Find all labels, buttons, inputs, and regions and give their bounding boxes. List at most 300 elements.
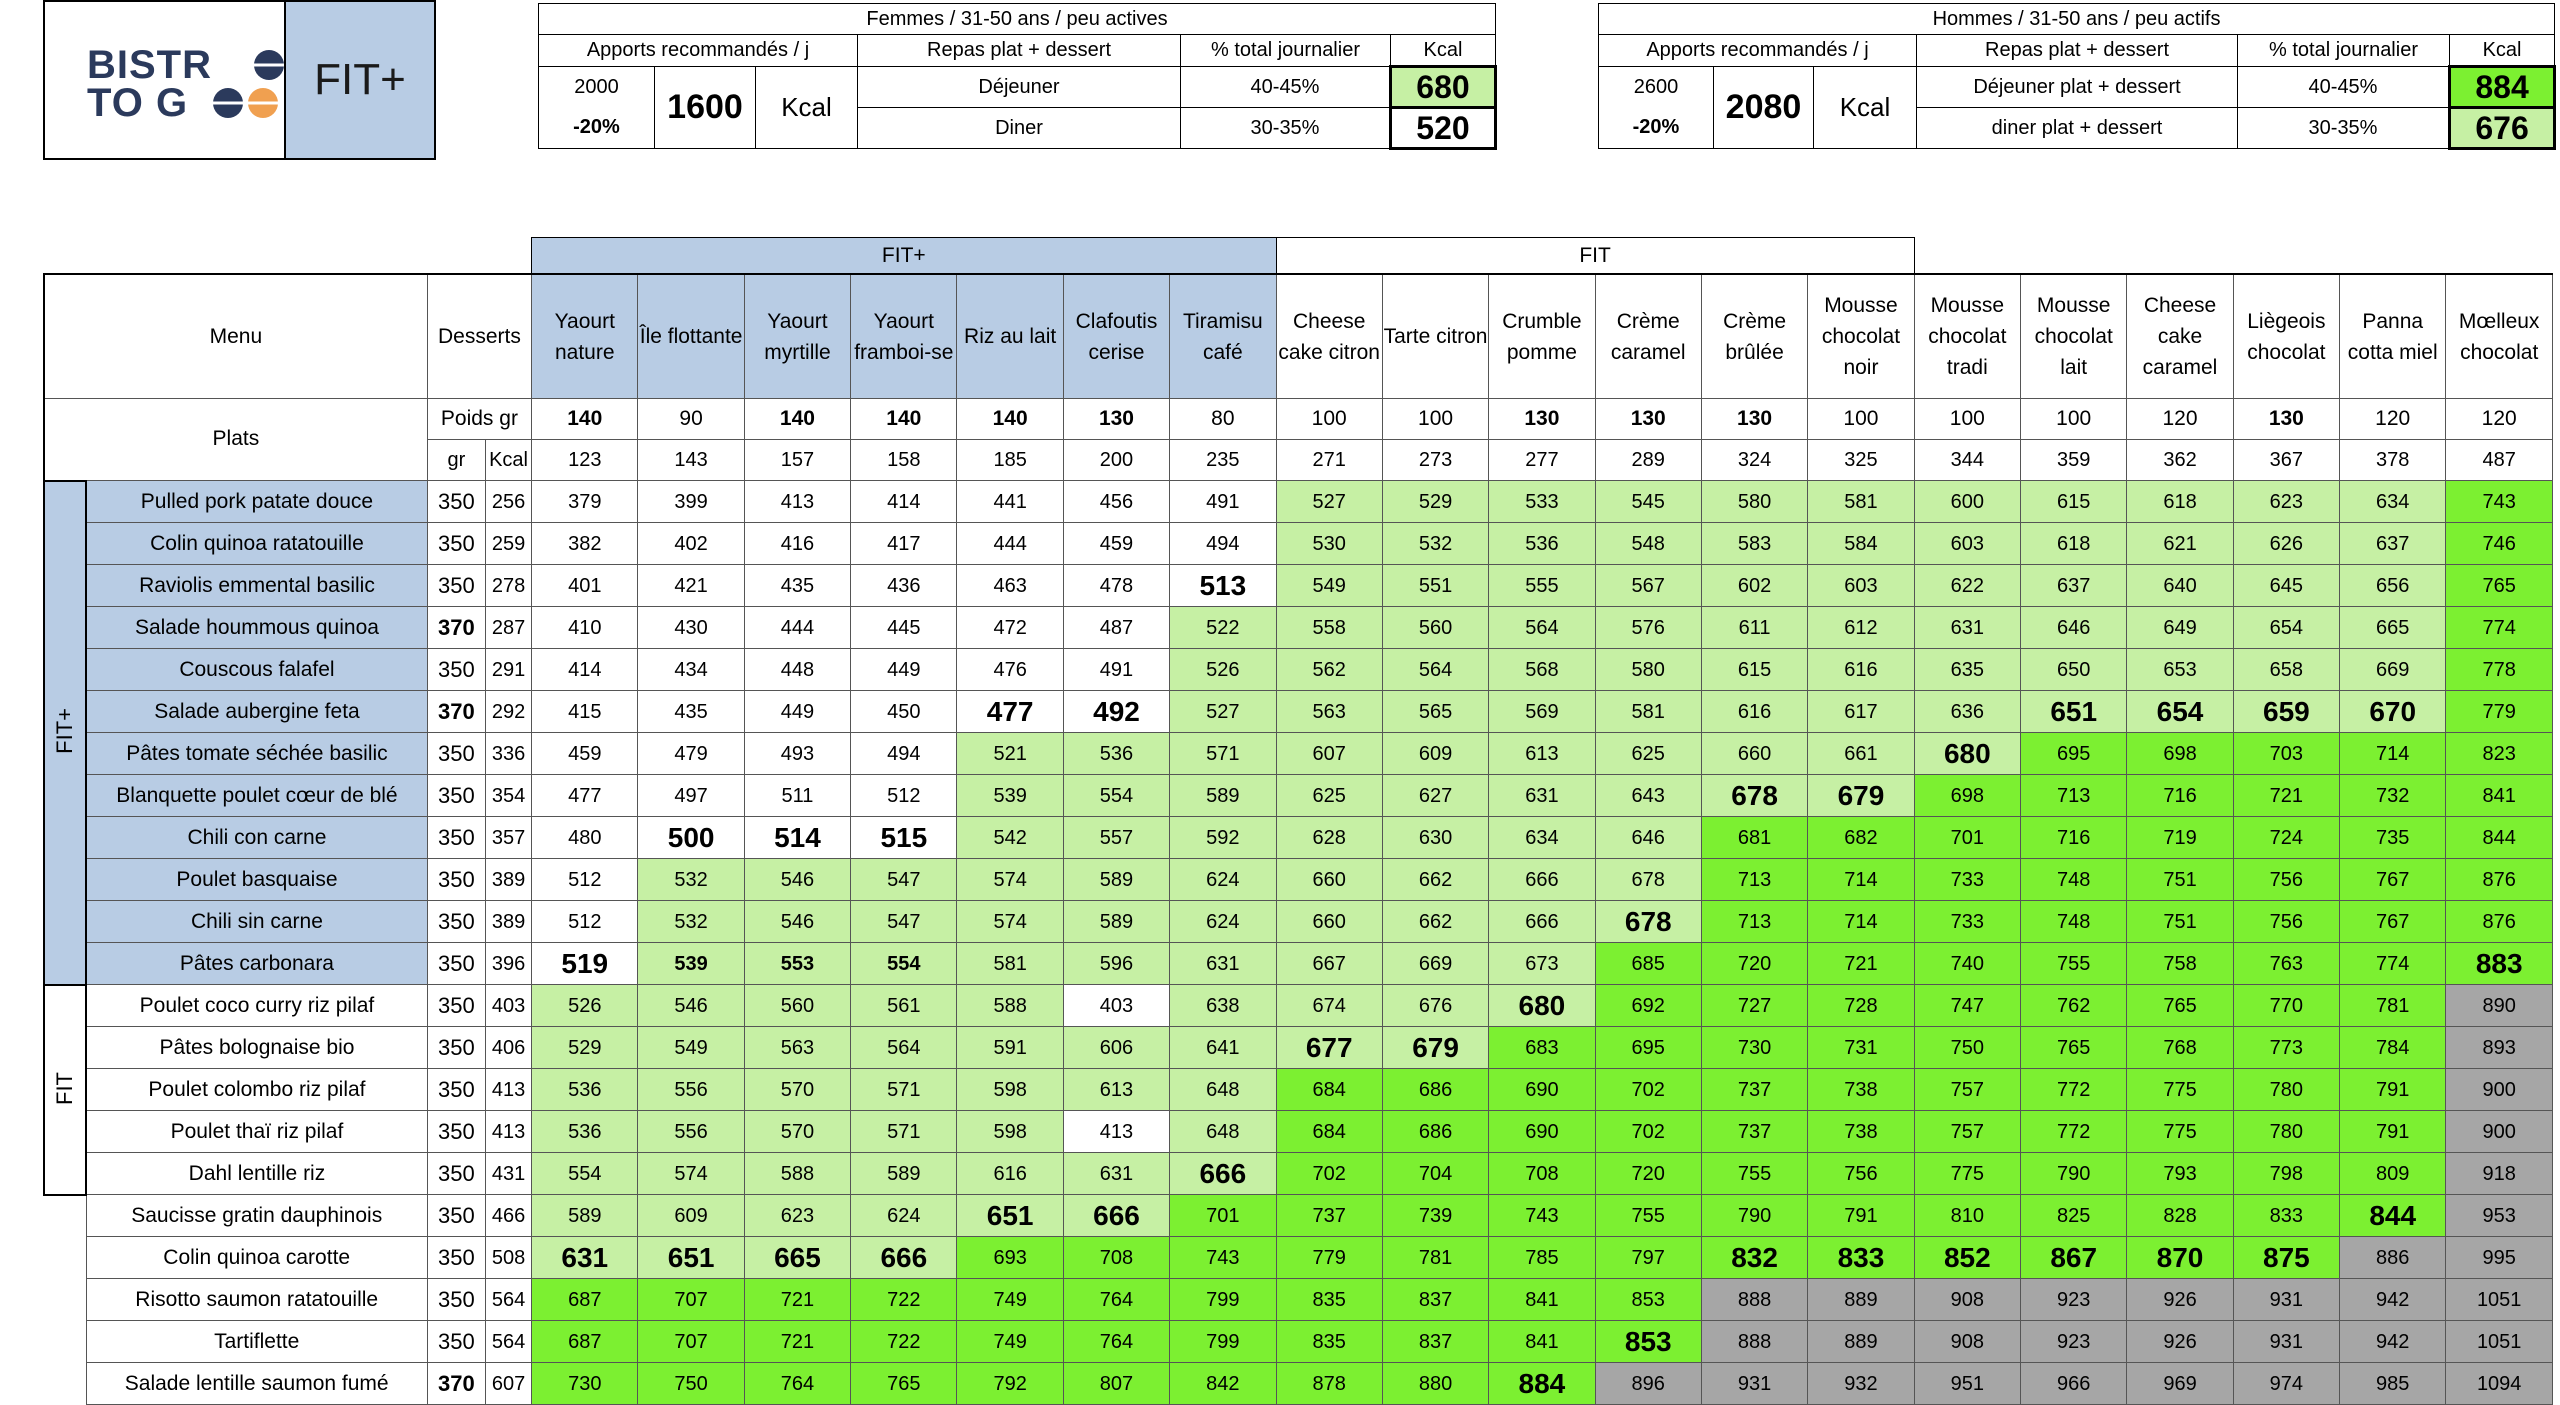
combo-kcal-cell: 923 [2021,1279,2127,1321]
combo-kcal-cell: 791 [2340,1069,2446,1111]
combo-kcal-cell: 624 [851,1195,957,1237]
dish-name: Tartiflette [86,1321,427,1363]
dessert-kcal: 143 [638,440,744,481]
combo-kcal-cell: 441 [957,481,1063,523]
combo-kcal-cell: 775 [1914,1153,2020,1195]
combo-kcal-cell: 554 [1063,775,1169,817]
combo-kcal-cell: 714 [2340,733,2446,775]
combo-kcal-cell: 592 [1170,817,1276,859]
combo-kcal-cell: 676 [1382,985,1488,1027]
dish-row [44,481,2553,523]
dish-weight: 350 [427,565,485,607]
dish-row [44,817,2553,859]
women-col-kcal: Kcal [1391,35,1496,67]
combo-kcal-cell: 588 [744,1153,850,1195]
combo-kcal-cell: 615 [2021,481,2127,523]
combo-kcal-cell: 646 [1595,817,1701,859]
combo-kcal-cell: 764 [744,1363,850,1405]
combo-kcal-cell: 756 [2233,901,2339,943]
plats-label: Plats [44,399,427,481]
combo-kcal-cell: 603 [1914,523,2020,565]
dish-row [44,1279,2553,1321]
combo-kcal-cell: 449 [851,649,957,691]
combo-kcal-cell: 931 [2233,1279,2339,1321]
combo-kcal-cell: 561 [851,985,957,1027]
combo-kcal-cell: 797 [1595,1237,1701,1279]
dessert-kcal: 324 [1701,440,1807,481]
combo-kcal-cell: 731 [1808,1027,1914,1069]
combo-kcal-cell: 654 [2127,691,2233,733]
dish-name: Chili sin carne [86,901,427,943]
combo-kcal-cell: 780 [2233,1111,2339,1153]
dessert-kcal: 359 [2021,440,2127,481]
combo-kcal-cell: 547 [851,859,957,901]
combo-kcal-cell: 687 [532,1279,638,1321]
combo-kcal-cell: 716 [2127,775,2233,817]
men-meal-1: Déjeuner plat + dessert [1917,67,2238,108]
combo-kcal-cell: 621 [2127,523,2233,565]
women-col-repas: Repas plat + dessert [858,35,1181,67]
combo-kcal-cell: 680 [1914,733,2020,775]
combo-kcal-cell: 900 [2446,1111,2553,1153]
combo-kcal-cell: 631 [1063,1153,1169,1195]
combo-kcal-cell: 746 [2446,523,2553,565]
combo-kcal-cell: 551 [1382,565,1488,607]
dessert-weight: 130 [1063,399,1169,440]
combo-kcal-cell: 702 [1276,1153,1382,1195]
combo-kcal-cell: 740 [1914,943,2020,985]
dish-weight: 350 [427,523,485,565]
dish-kcal: 389 [485,901,531,943]
dessert-name: Tiramisu café [1170,274,1276,399]
combo-kcal-cell: 609 [638,1195,744,1237]
combo-kcal-cell: 896 [1595,1363,1701,1405]
combo-kcal-cell: 448 [744,649,850,691]
dish-row [44,1237,2553,1279]
bistro-logo [45,2,288,162]
combo-kcal-cell: 491 [1063,649,1169,691]
combo-kcal-cell: 890 [2446,985,2553,1027]
combo-kcal-cell: 571 [851,1069,957,1111]
combo-kcal-cell: 702 [1595,1069,1701,1111]
combo-kcal-cell: 417 [851,523,957,565]
dish-weight: 370 [427,607,485,649]
combo-kcal-cell: 511 [744,775,850,817]
band-spacer-right [1914,238,2552,275]
dessert-name: Mousse chocolat tradi [1914,274,2020,399]
combo-kcal-cell: 643 [1595,775,1701,817]
dessert-weight: 140 [744,399,850,440]
combo-kcal-cell: 888 [1701,1321,1807,1363]
combo-kcal-cell: 529 [532,1027,638,1069]
combo-kcal-cell: 648 [1170,1111,1276,1153]
combo-kcal-cell: 669 [2340,649,2446,691]
dessert-kcal: 273 [1382,440,1488,481]
band-fit-plus: FIT+ [532,238,1276,275]
combo-kcal-cell: 721 [744,1279,850,1321]
combo-kcal-cell: 690 [1489,1111,1595,1153]
combo-kcal-cell: 751 [2127,859,2233,901]
combo-kcal-cell: 421 [638,565,744,607]
dish-row [44,859,2553,901]
combo-kcal-cell: 589 [851,1153,957,1195]
women-meal-2: Diner [858,108,1181,149]
combo-kcal-cell: 793 [2127,1153,2233,1195]
combo-kcal-cell: 765 [2021,1027,2127,1069]
combo-kcal-cell: 546 [744,859,850,901]
dish-weight: 370 [427,1363,485,1405]
combo-kcal-cell: 679 [1808,775,1914,817]
combo-kcal-cell: 581 [1808,481,1914,523]
dish-row [44,1069,2553,1111]
combo-kcal-cell: 686 [1382,1069,1488,1111]
combo-kcal-cell: 563 [1276,691,1382,733]
women-base: 2000 [539,67,655,108]
combo-kcal-cell: 491 [1170,481,1276,523]
dish-name: Risotto saumon ratatouille [86,1279,427,1321]
combo-kcal-cell: 876 [2446,859,2553,901]
combo-kcal-cell: 532 [1382,523,1488,565]
combo-kcal-cell: 735 [2340,817,2446,859]
dish-weight: 350 [427,1069,485,1111]
dessert-kcal: 362 [2127,440,2233,481]
dish-row [44,565,2553,607]
combo-kcal-cell: 880 [1382,1363,1488,1405]
combo-kcal-cell: 666 [1063,1195,1169,1237]
combo-kcal-cell: 660 [1276,901,1382,943]
dish-name: Pâtes tomate séchée basilic [86,733,427,775]
combo-kcal-cell: 527 [1276,481,1382,523]
combo-kcal-cell: 618 [2021,523,2127,565]
combo-kcal-cell: 494 [851,733,957,775]
combo-kcal-cell: 677 [1276,1027,1382,1069]
combo-kcal-cell: 660 [1276,859,1382,901]
combo-kcal-cell: 436 [851,565,957,607]
dessert-weight: 100 [1914,399,2020,440]
combo-kcal-cell: 413 [1063,1111,1169,1153]
combo-kcal-cell: 526 [1170,649,1276,691]
combo-kcal-cell: 674 [1276,985,1382,1027]
combo-kcal-cell: 772 [2021,1111,2127,1153]
dish-row [44,1195,2553,1237]
dish-kcal: 607 [485,1363,531,1405]
combo-kcal-cell: 618 [2127,481,2233,523]
dish-row [44,1153,2553,1195]
combo-kcal-cell: 853 [1595,1279,1701,1321]
combo-kcal-cell: 737 [1276,1195,1382,1237]
dish-row [44,691,2553,733]
dish-name: Colin quinoa carotte [86,1237,427,1279]
combo-kcal-cell: 512 [851,775,957,817]
dessert-header-row [44,274,2553,399]
combo-kcal-cell: 837 [1382,1279,1488,1321]
combo-kcal-cell: 651 [2021,691,2127,733]
combo-kcal-cell: 533 [1489,481,1595,523]
weight-row [44,399,2553,440]
dessert-name: Île flottante [638,274,744,399]
combo-kcal-cell: 707 [638,1321,744,1363]
combo-kcal-cell: 556 [638,1111,744,1153]
combo-kcal-cell: 678 [1595,859,1701,901]
combo-kcal-cell: 630 [1382,817,1488,859]
dish-kcal: 406 [485,1027,531,1069]
group-fit-plus-label: FIT+ [52,708,78,754]
combo-kcal-cell: 678 [1595,901,1701,943]
dessert-weight: 100 [1276,399,1382,440]
combo-kcal-cell: 624 [1170,901,1276,943]
combo-kcal-cell: 532 [638,859,744,901]
combo-kcal-cell: 584 [1808,523,1914,565]
combo-kcal-cell: 598 [957,1069,1063,1111]
combo-kcal-cell: 876 [2446,901,2553,943]
combo-kcal-cell: 727 [1701,985,1807,1027]
combo-kcal-cell: 886 [2340,1237,2446,1279]
men-kcal-1: 884 [2450,67,2555,108]
women-pct-2: 30-35% [1181,108,1391,149]
dessert-weight: 80 [1170,399,1276,440]
combo-kcal-cell: 758 [2127,943,2233,985]
women-pct-1: 40-45% [1181,67,1391,108]
combo-kcal-cell: 809 [2340,1153,2446,1195]
dish-name: Pulled pork patate douce [86,481,427,523]
dessert-kcal: 123 [532,440,638,481]
men-kcal-2: 676 [2450,108,2555,149]
dish-kcal: 354 [485,775,531,817]
combo-kcal-cell: 853 [1595,1321,1701,1363]
dish-kcal: 278 [485,565,531,607]
combo-kcal-cell: 799 [1170,1279,1276,1321]
combo-kcal-cell: 690 [1489,1069,1595,1111]
combo-kcal-cell: 519 [532,943,638,985]
men-col-repas: Repas plat + dessert [1917,35,2238,67]
combo-kcal-cell: 627 [1382,775,1488,817]
combo-kcal-cell: 665 [2340,607,2446,649]
dessert-name: Mousse chocolat lait [2021,274,2127,399]
dessert-kcal: 367 [2233,440,2339,481]
women-col-pct: % total journalier [1181,35,1391,67]
combo-kcal-cell: 574 [957,901,1063,943]
combo-kcal-cell: 790 [1701,1195,1807,1237]
combo-kcal-cell: 667 [1276,943,1382,985]
combo-kcal-cell: 888 [1701,1279,1807,1321]
combo-kcal-cell: 926 [2127,1321,2233,1363]
dish-weight: 350 [427,1027,485,1069]
combo-kcal-cell: 698 [1914,775,2020,817]
combo-kcal-cell: 833 [2233,1195,2339,1237]
combo-kcal-cell: 617 [1808,691,1914,733]
dish-name: Couscous falafel [86,649,427,691]
men-pct-1: 40-45% [2238,67,2450,108]
combo-kcal-cell: 720 [1595,1153,1701,1195]
dish-name: Poulet basquaise [86,859,427,901]
combo-kcal-cell: 549 [1276,565,1382,607]
combo-kcal-cell: 785 [1489,1237,1595,1279]
combo-kcal-cell: 772 [2021,1069,2127,1111]
combo-kcal-cell: 828 [2127,1195,2233,1237]
combo-kcal-cell: 670 [2340,691,2446,733]
combo-kcal-cell: 713 [1701,859,1807,901]
combo-kcal-cell: 1051 [2446,1321,2553,1363]
combo-kcal-cell: 708 [1489,1153,1595,1195]
dish-name: Dahl lentille riz [86,1153,427,1195]
combo-kcal-cell: 554 [851,943,957,985]
dish-kcal: 259 [485,523,531,565]
combo-kcal-cell: 527 [1170,691,1276,733]
dish-name: Poulet colombo riz pilaf [86,1069,427,1111]
combo-kcal-cell: 707 [638,1279,744,1321]
combo-kcal-cell: 733 [1914,901,2020,943]
gr-label: gr [427,440,485,481]
combo-kcal-cell: 765 [2446,565,2553,607]
combo-kcal-cell: 574 [957,859,1063,901]
women-title: Femmes / 31-50 ans / peu actives [539,4,1496,35]
combo-kcal-cell: 713 [1701,901,1807,943]
combo-kcal-cell: 622 [1914,565,2020,607]
combo-kcal-cell: 775 [2127,1111,2233,1153]
combo-kcal-cell: 564 [1382,649,1488,691]
combo-kcal-cell: 477 [957,691,1063,733]
combo-kcal-cell: 770 [2233,985,2339,1027]
combo-kcal-cell: 779 [2446,691,2553,733]
combo-kcal-cell: 765 [851,1363,957,1405]
dish-kcal: 413 [485,1069,531,1111]
combo-kcal-cell: 661 [1808,733,1914,775]
combo-kcal-cell: 841 [1489,1279,1595,1321]
combo-kcal-cell: 435 [744,565,850,607]
dish-weight: 370 [427,691,485,733]
combo-kcal-cell: 413 [744,481,850,523]
combo-kcal-cell: 570 [744,1111,850,1153]
combo-kcal-cell: 704 [1382,1153,1488,1195]
dessert-weight: 120 [2446,399,2553,440]
combo-kcal-cell: 799 [1170,1321,1276,1363]
combo-kcal-cell: 728 [1808,985,1914,1027]
combo-kcal-cell: 651 [957,1195,1063,1237]
combo-kcal-cell: 810 [1914,1195,2020,1237]
combo-kcal-cell: 539 [638,943,744,985]
combo-kcal-cell: 492 [1063,691,1169,733]
dessert-kcal: 271 [1276,440,1382,481]
combo-kcal-cell: 648 [1170,1069,1276,1111]
combo-kcal-cell: 841 [2446,775,2553,817]
combo-kcal-cell: 703 [2233,733,2339,775]
combo-kcal-cell: 844 [2446,817,2553,859]
combo-kcal-cell: 580 [1701,481,1807,523]
dessert-name: Panna cotta miel [2340,274,2446,399]
combo-kcal-cell: 532 [638,901,744,943]
combo-kcal-cell: 747 [1914,985,2020,1027]
combo-kcal-cell: 908 [1914,1321,2020,1363]
dessert-kcal: 185 [957,440,1063,481]
dessert-weight: 130 [1595,399,1701,440]
dish-weight: 350 [427,775,485,817]
combo-kcal-cell: 720 [1701,943,1807,985]
dish-weight: 350 [427,901,485,943]
combo-kcal-cell: 564 [851,1027,957,1069]
dessert-weight: 120 [2127,399,2233,440]
combo-kcal-cell: 684 [1276,1069,1382,1111]
men-col-kcal: Kcal [2450,35,2555,67]
combo-kcal-cell: 646 [2021,607,2127,649]
combo-kcal-cell: 459 [1063,523,1169,565]
combo-kcal-cell: 702 [1595,1111,1701,1153]
dish-name: Pâtes bolognaise bio [86,1027,427,1069]
combo-kcal-cell: 737 [1701,1069,1807,1111]
combo-kcal-cell: 835 [1276,1321,1382,1363]
combo-kcal-cell: 884 [1489,1363,1595,1405]
combo-kcal-cell: 514 [744,817,850,859]
combo-kcal-cell: 631 [1170,943,1276,985]
combo-kcal-cell: 733 [1914,859,2020,901]
combo-kcal-cell: 444 [744,607,850,649]
dessert-name: Riz au lait [957,274,1063,399]
women-recommendation-table [538,3,1497,150]
dessert-kcal: 158 [851,440,957,481]
combo-kcal-cell: 562 [1276,649,1382,691]
dish-name: Salade aubergine feta [86,691,427,733]
dessert-weight: 130 [1701,399,1807,440]
combo-kcal-cell: 773 [2233,1027,2339,1069]
dish-row [44,733,2553,775]
dish-row [44,1111,2553,1153]
combo-kcal-cell: 564 [1489,607,1595,649]
group-fit [44,985,86,1195]
dish-kcal: 336 [485,733,531,775]
combo-kcal-cell: 681 [1701,817,1807,859]
combo-kcal-cell: 781 [1382,1237,1488,1279]
combo-kcal-cell: 410 [532,607,638,649]
men-reduction: -20% [1599,108,1714,149]
dish-weight: 350 [427,1279,485,1321]
combo-kcal-cell: 589 [1063,901,1169,943]
dessert-kcal: 200 [1063,440,1169,481]
combo-kcal-cell: 563 [744,1027,850,1069]
dish-kcal: 508 [485,1237,531,1279]
combo-kcal-cell: 634 [2340,481,2446,523]
combo-kcal-cell: 666 [1489,859,1595,901]
combo-kcal-cell: 580 [1595,649,1701,691]
combo-kcal-cell: 623 [744,1195,850,1237]
band-row [44,238,2553,275]
combo-kcal-cell: 479 [638,733,744,775]
dessert-weight: 100 [1808,399,1914,440]
combo-kcal-cell: 588 [957,985,1063,1027]
dessert-kcal: 378 [2340,440,2446,481]
combo-kcal-cell: 613 [1063,1069,1169,1111]
combo-kcal-cell: 764 [1063,1279,1169,1321]
combo-kcal-cell: 611 [1701,607,1807,649]
combo-kcal-cell: 416 [744,523,850,565]
combo-kcal-cell: 613 [1489,733,1595,775]
combo-kcal-cell: 628 [1276,817,1382,859]
combo-kcal-cell: 382 [532,523,638,565]
combo-kcal-cell: 738 [1808,1111,1914,1153]
combo-kcal-cell: 666 [1170,1153,1276,1195]
combo-kcal-cell: 449 [744,691,850,733]
combo-kcal-cell: 631 [1914,607,2020,649]
combo-kcal-cell: 775 [2127,1069,2233,1111]
combo-kcal-cell: 640 [2127,565,2233,607]
combo-kcal-cell: 1051 [2446,1279,2553,1321]
combo-kcal-cell: 701 [1914,817,2020,859]
women-unit: Kcal [756,67,858,149]
dessert-name: Mœlleux chocolat [2446,274,2553,399]
dish-name: Salade lentille saumon fumé [86,1363,427,1405]
dessert-kcal: 289 [1595,440,1701,481]
combo-kcal-cell: 755 [2021,943,2127,985]
combo-kcal-cell: 478 [1063,565,1169,607]
combo-kcal-cell: 893 [2446,1027,2553,1069]
